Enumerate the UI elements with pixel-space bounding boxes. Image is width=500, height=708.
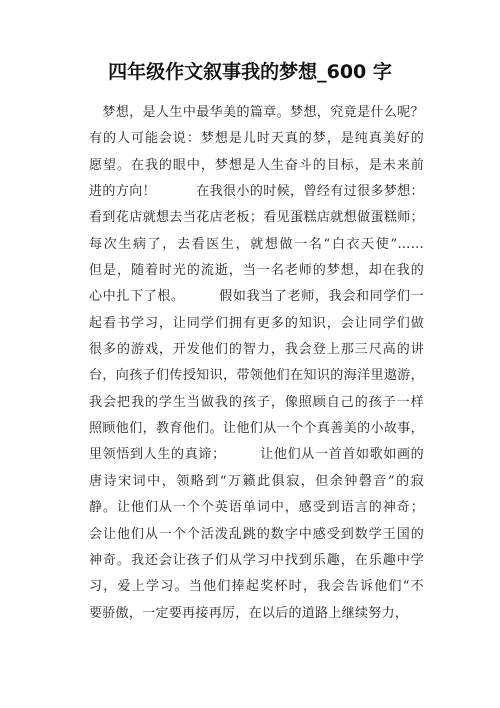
body-line: 要骄傲，一定要再接再厉，在以后的道路上继续努力，	[89, 605, 409, 621]
body-line: 静。让他们从一个个英语单词中，感受到语言的神奇；	[89, 500, 424, 516]
body-line: 有的人可能会说：梦想是儿时天真的梦，是纯真美好的	[89, 131, 424, 147]
body-line: 习，爱上学习。当他们捧起奖杯时，我会告诉他们“不	[89, 579, 424, 595]
body-line: 神奇。我还会让孩子们从学习中找到乐趣，在乐趣中学	[89, 552, 424, 568]
body-line: 里领悟到人生的真谛； 让他们从一首首如歌如画的	[89, 447, 424, 463]
body-line: 很多的游戏，开发他们的智力，我会登上那三尺高的讲	[89, 342, 424, 358]
body-line: 起看书学习，让同学们拥有更多的知识，会让同学们做	[89, 315, 424, 331]
document-title: 四年级作文叙事我的梦想_600 字	[108, 61, 392, 83]
body-line: 进的方向！ 在我很小的时候，曾经有过很多梦想：	[89, 184, 424, 200]
document-body	[89, 100, 424, 627]
body-line: 台，向孩子们传授知识，带领他们在知识的海洋里遨游，	[89, 368, 424, 384]
body-line: 但是，随着时光的流逝，当一名老师的梦想，却在我的	[89, 263, 424, 279]
body-line: 唐诗宋词中，领略到“万籁此俱寂，但余钟磬音”的寂	[89, 473, 424, 489]
body-line: 梦想，是人生中最华美的篇章。梦想，究竟是什么呢？	[89, 105, 424, 120]
body-line: 每次生病了，去看医生，就想做一名“白衣天使”……	[89, 236, 424, 252]
body-line: 照顾他们，教育他们。让他们从一个个真善美的小故事，	[89, 421, 424, 437]
body-line: 我会把我的学生当做我的孩子，像照顾自己的孩子一样	[89, 394, 424, 410]
body-line: 会让他们从一个个活泼乱跳的数字中感受到数学王国的	[89, 526, 424, 542]
body-line: 心中扎下了根。 假如我当了老师，我会和同学们一	[89, 289, 424, 305]
body-line: 看到花店就想去当花店老板；看见蛋糕店就想做蛋糕师；	[89, 210, 424, 226]
body-line: 愿望。在我的眼中，梦想是人生奋斗的目标，是未来前	[89, 157, 424, 173]
